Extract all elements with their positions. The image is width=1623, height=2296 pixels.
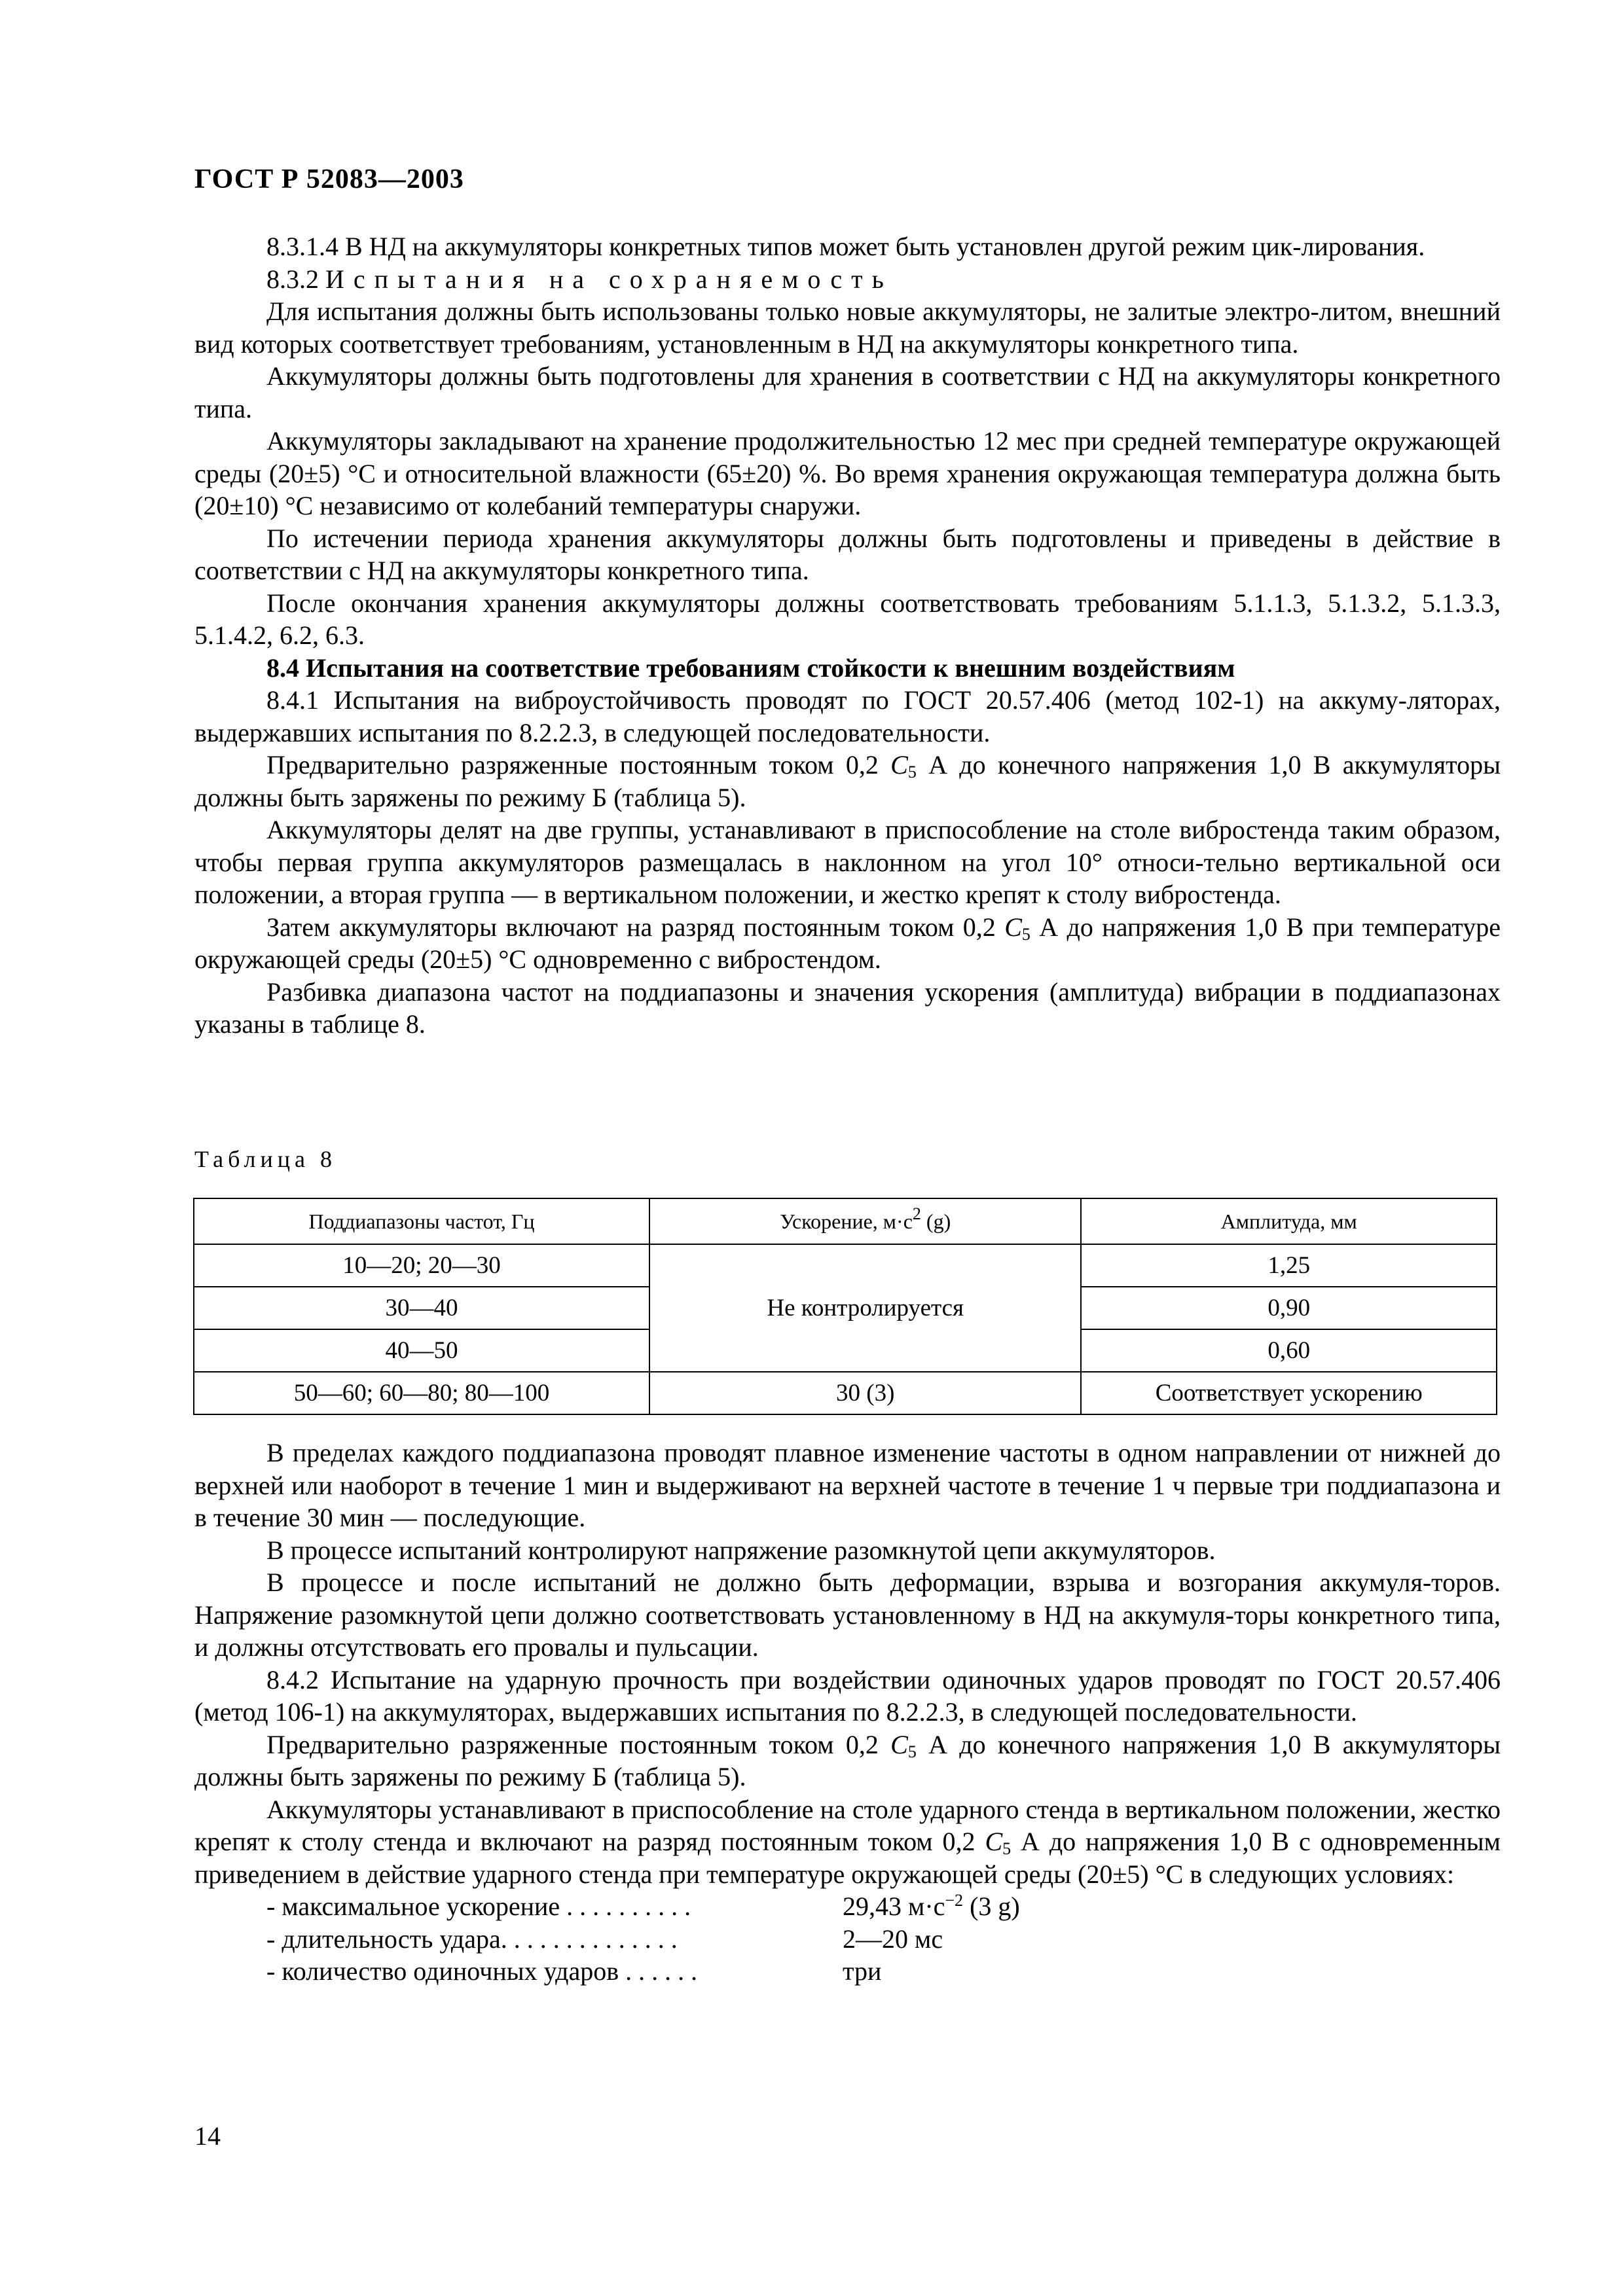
table-cell: 30 (3) bbox=[649, 1372, 1081, 1414]
page-number: 14 bbox=[194, 2121, 221, 2151]
column-header: Амплитуда, мм bbox=[1081, 1198, 1497, 1244]
condition-value: 2—20 мс bbox=[843, 1924, 943, 1954]
condition-value: 29,43 $м\cdot с^{-2}$ (3 g) bbox=[843, 1891, 1020, 1921]
table-row bbox=[194, 1372, 1497, 1414]
table-cell: 0,90 bbox=[1081, 1287, 1497, 1329]
discharge-paragraph-2: Затем аккумуляторы включают на разряд постоянным током 0,2 $C_5$ А до напряжения 1,0 В при температуре окружающей среды (20±5) °С одновременно с вибростендом. bbox=[194, 912, 1501, 974]
data-table bbox=[193, 1198, 1497, 1415]
paragraph: В процессе испытаний контролируют напряжение разомкнутой цепи аккумуляторов. bbox=[266, 1535, 1216, 1565]
paragraph: 8.3.1.4 В НД на аккумуляторы конкретных типов может быть установлен другой режим цик-лирования. bbox=[266, 232, 1425, 261]
list-item bbox=[194, 1890, 1501, 1923]
list-item bbox=[194, 1955, 1501, 1988]
table-row bbox=[194, 1244, 1497, 1287]
section-8-4-heading: 8.4 Испытания на соответствие требованиям стойкости к внешним воздействиям bbox=[266, 653, 1235, 683]
discharge-paragraph-3: Предварительно разряженные постоянным током 0,2 $C_5$ А до конечного напряжения 1,0 В аккумуляторы должны быть заряжены по режиму Б (таблица 5). bbox=[194, 1729, 1501, 1791]
section-8-3-2-title: 8.3.2 Испытания на сохраняемость bbox=[266, 264, 893, 294]
paragraph: После окончания хранения аккумуляторы должны соответствовать требованиям 5.1.1.3, 5.1.3.2, 5.1.3.3, 5.1.4.2, 6.2, 6.3. bbox=[194, 588, 1501, 650]
paragraph: В процессе и после испытаний не должно быть деформации, взрыва и возгорания аккумуля-торов. Напряжение разомкнутой цепи должно соответствовать установленному в НД на аккумуля-торы конкретного типа, и должны отсутствовать его провалы и пульсации. bbox=[194, 1568, 1501, 1662]
table-caption: Таблица 8 bbox=[194, 1146, 337, 1172]
shock-test-paragraph: Аккумуляторы устанавливают в приспособление на столе ударного стенда в вертикальном положении, жестко крепят к столу стенда и включают на разряд постоянным током 0,2 $C_5$ А до напряжения 1,0 В с одновременным приведением в действие ударного стенда при температуре окружающей среды (20±5) °С в следующих условиях: bbox=[194, 1794, 1501, 1889]
list-item bbox=[194, 1923, 1501, 1956]
body-text-lower bbox=[194, 1437, 1501, 1988]
table-header-row bbox=[194, 1198, 1497, 1244]
paragraph: Разбивка диапазона частот на поддиапазоны и значения ускорения (амплитуда) вибрации в поддиапазонах указаны в таблице 8. bbox=[194, 977, 1501, 1039]
test-conditions-list bbox=[194, 1890, 1501, 1988]
table-8 bbox=[193, 1198, 1497, 1415]
condition-name: - длительность удара. . . . . . . . . . . . . . bbox=[266, 1924, 678, 1954]
discharge-paragraph: Предварительно разряженные постоянным током 0,2 $C_5$ А до конечного напряжения 1,0 В аккумуляторы должны быть заряжены по режиму Б (таблица 5). bbox=[194, 750, 1501, 812]
table-cell: Соответствует ускорению bbox=[1081, 1372, 1497, 1414]
table-cell: 10—20; 20—30 bbox=[194, 1244, 649, 1287]
document-header: ГОСТ Р 52083—2003 bbox=[194, 164, 464, 194]
condition-value: три bbox=[843, 1956, 882, 1986]
paragraph: Аккумуляторы делят на две группы, устанавливают в приспособление на столе вибростенда таким образом, чтобы первая группа аккумуляторов размещалась в наклонном на угол 10° относи-тельно вертикальной оси положении, а вторая группа — в вертикальном положении, и жестко крепят к столу вибростенда. bbox=[194, 815, 1501, 909]
table-cell: Не контролируется bbox=[649, 1244, 1081, 1372]
condition-name: - количество одиночных ударов . . . . . . bbox=[266, 1956, 698, 1986]
paragraph: Аккумуляторы должны быть подготовлены для хранения в соответствии с НД на аккумуляторы конкретного типа. bbox=[194, 361, 1501, 423]
paragraph: 8.4.2 Испытание на ударную прочность при воздействии одиночных ударов проводят по ГОСТ 20.57.406 (метод 106-1) на аккумуляторах, выдержавших испытания по 8.2.2.3, в следующей последовательности. bbox=[194, 1664, 1501, 1727]
paragraph: 8.4.1 Испытания на виброустойчивость проводят по ГОСТ 20.57.406 (метод 102-1) на аккуму-ляторах, выдержавших испытания по 8.2.2.3, в следующей последовательности. bbox=[194, 685, 1501, 747]
table-cell: 30—40 bbox=[194, 1287, 649, 1329]
column-header: Ускорение, $м\cdot с^2$ (g) bbox=[649, 1198, 1081, 1244]
paragraph: Аккумуляторы закладывают на хранение продолжительностью 12 мес при средней температуре окружающей среды (20±5) °С и относительной влажности (65±20) %. Во время хранения окружающая температура должна быть (20±10) °С независимо от колебаний температуры снаружи. bbox=[194, 426, 1501, 520]
table-cell: 0,60 bbox=[1081, 1329, 1497, 1372]
paragraph: По истечении периода хранения аккумуляторы должны быть подготовлены и приведены в действие в соответствии с НД на аккумуляторы конкретного типа. bbox=[194, 523, 1501, 585]
table-cell: 50—60; 60—80; 80—100 bbox=[194, 1372, 649, 1414]
column-header: Поддиапазоны частот, Гц bbox=[194, 1198, 649, 1244]
table-cell: 40—50 bbox=[194, 1329, 649, 1372]
paragraph: Для испытания должны быть использованы только новые аккумуляторы, не залитые электро-литом, внешний вид которых соответствует требованиям, установленным в НД на аккумуляторы конкретного типа. bbox=[194, 296, 1501, 359]
paragraph: В пределах каждого поддиапазона проводят плавное изменение частоты в одном направлении от нижней до верхней или наоборот в течение 1 мин и выдерживают на верхней частоте в течение 1 ч первые три поддиапазона и в течение 30 мин — последующие. bbox=[194, 1438, 1501, 1532]
body-text-upper bbox=[194, 230, 1501, 1041]
condition-name: - максимальное ускорение . . . . . . . . . . bbox=[266, 1892, 691, 1921]
table-cell: 1,25 bbox=[1081, 1244, 1497, 1287]
